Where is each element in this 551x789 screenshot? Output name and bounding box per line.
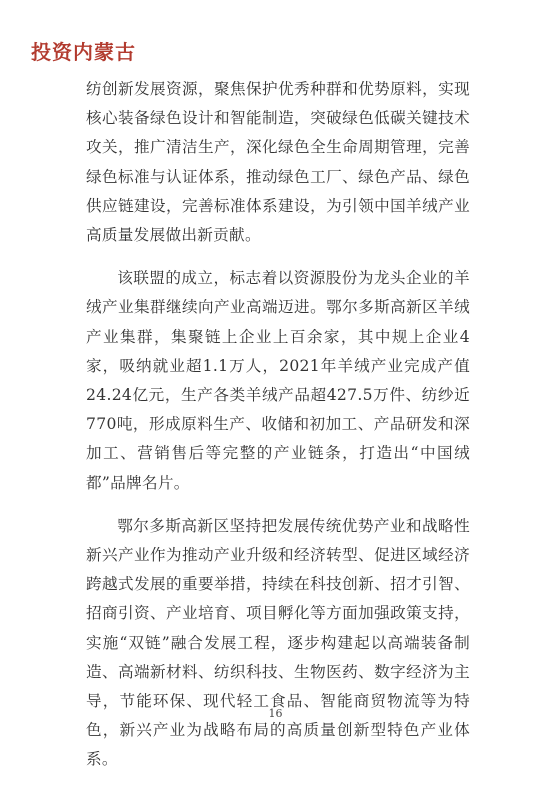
body-text <box>86 75 470 789</box>
page-number: 16 <box>268 707 283 720</box>
paragraph-alliance: 该联盟的成立，标志着以资源股份为龙头企业的羊绒产业集群继续向产业高端迈进。鄂尔多斯高新区羊绒产业集群，集聚链上企业上百余家，其中规上企业4家，吸纳就业超1.1万人，2021年羊绒产业完成产值24.24亿元，生产各类羊绒产品超427.5万件、纺纱近770吨，形成原料生产、收储和初加工、产品研发和深加工、营销售后等完整的产业链条，打造出“中国绒都”品牌名片。 <box>86 269 470 492</box>
paragraph-hightech-zone: 鄂尔多斯高新区坚持把发展传统优势产业和战略性新兴产业作为推动产业升级和经济转型、促进区域经济跨越式发展的重要举措，持续在科技创新、招才引智、招商引资、产业培育、项目孵化等方面加强政策支持，实施“双链”融合发展工程，逐步构建起以高端装备制造、高端新材料、纺织科技、生物医药、数字经济为主导，节能环保、现代轻工食品、智能商贸物流等为特色，新兴产业为战略布局的高质量创新型特色产业体系。 <box>86 516 470 769</box>
section-title: 投资内蒙古 <box>31 40 136 64</box>
paragraph-continuation: 纺创新发展资源，聚焦保护优秀种群和优势原料，实现核心装备绿色设计和智能制造，突破绿色低碳关键技术攻关，推广清洁生产，深化绿色全生命周期管理，完善绿色标准与认证体系，推动绿色工厂、绿色产品、绿色供应链建设，完善标准体系建设，为引领中国羊绒产业高质量发展做出新贡献。 <box>86 80 470 245</box>
